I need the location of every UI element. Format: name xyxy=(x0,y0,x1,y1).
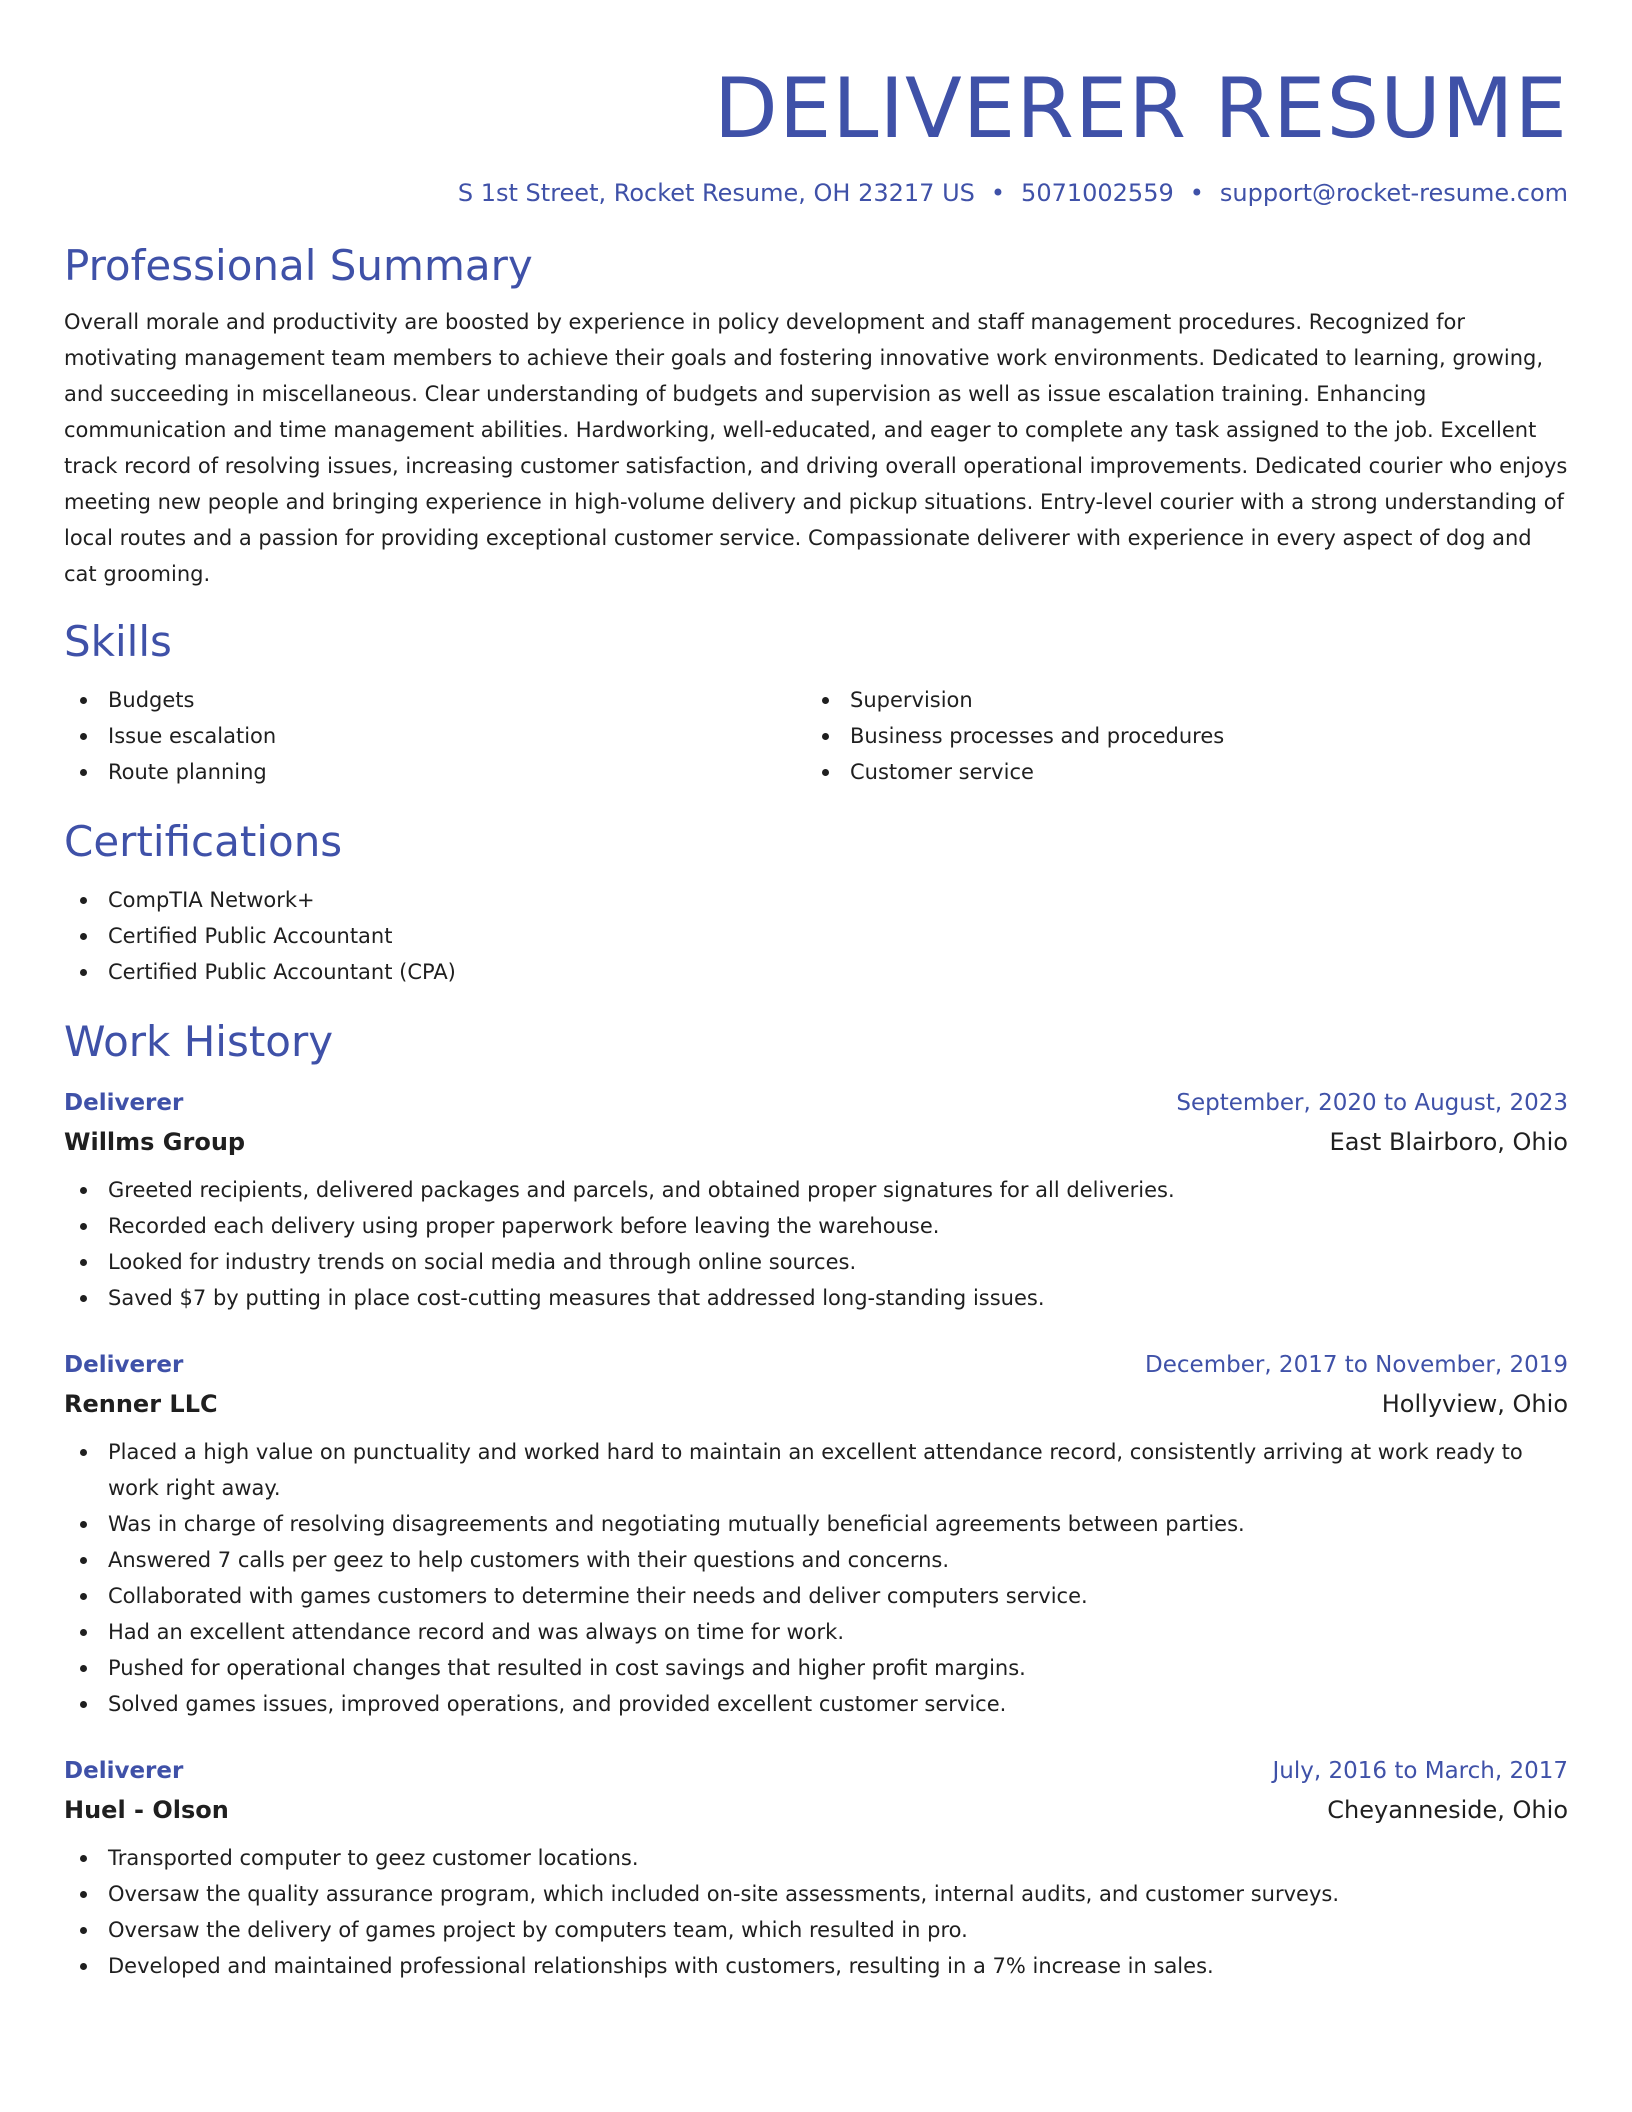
job-bullet: Saved $7 by putting in place cost-cutting measures that addressed long-standing issues. xyxy=(64,1280,1568,1316)
job-company-row xyxy=(64,1122,1568,1162)
job-bullet: Placed a high value on punctuality and worked hard to maintain an excellent attendance record, consistently arriving at work ready to work right away. xyxy=(64,1434,1568,1506)
job-company-row xyxy=(64,1790,1568,1830)
job-bullet: Developed and maintained professional relationships with customers, resulting in a 7% increase in sales. xyxy=(64,1948,1568,1984)
job-dates: December, 2017 to November, 2019 xyxy=(1145,1352,1568,1378)
skill-item: Route planning xyxy=(64,754,806,790)
skill-item: Business processes and procedures xyxy=(806,718,1568,754)
job-location: East Blairboro, Ohio xyxy=(1329,1128,1568,1156)
skill-item: Supervision xyxy=(806,682,1568,718)
phone: 5071002559 xyxy=(1021,179,1174,207)
job-bullet: Collaborated with games customers to determine their needs and deliver computers service. xyxy=(64,1578,1568,1614)
certifications-list xyxy=(64,882,1568,990)
job-bullet: Oversaw the quality assurance program, which included on-site assessments, internal audits, and customer surveys. xyxy=(64,1876,1568,1912)
certification-item: CompTIA Network+ xyxy=(64,882,1568,918)
separator-dot: • xyxy=(1189,179,1204,207)
skills-grid xyxy=(64,682,1568,790)
job-entry xyxy=(64,1752,1568,1984)
job-bullets xyxy=(64,1172,1568,1316)
job-header-row xyxy=(64,1752,1568,1790)
skills-list-right xyxy=(806,682,1568,790)
skill-item: Customer service xyxy=(806,754,1568,790)
job-bullet: Answered 7 calls per geez to help customers with their questions and concerns. xyxy=(64,1542,1568,1578)
job-header-row xyxy=(64,1084,1568,1122)
email: support@rocket-resume.com xyxy=(1219,179,1568,207)
job-bullet: Was in charge of resolving disagreements and negotiating mutually beneficial agreements between parties. xyxy=(64,1506,1568,1542)
job-bullet: Greeted recipients, delivered packages and parcels, and obtained proper signatures for all deliveries. xyxy=(64,1172,1568,1208)
job-location: Hollyview, Ohio xyxy=(1381,1390,1568,1418)
job-company-row xyxy=(64,1384,1568,1424)
skill-item: Budgets xyxy=(64,682,806,718)
job-company: Renner LLC xyxy=(64,1390,218,1418)
separator-dot: • xyxy=(990,179,1006,207)
job-location: Cheyanneside, Ohio xyxy=(1327,1796,1568,1824)
job-dates: September, 2020 to August, 2023 xyxy=(1176,1090,1568,1116)
job-bullet: Pushed for operational changes that resulted in cost savings and higher profit margins. xyxy=(64,1650,1568,1686)
skills-list-left xyxy=(64,682,806,790)
job-title: Deliverer xyxy=(64,1352,184,1378)
job-title: Deliverer xyxy=(64,1758,184,1784)
job-bullet: Transported computer to geez customer locations. xyxy=(64,1840,1568,1876)
job-bullets xyxy=(64,1840,1568,1984)
job-header-row xyxy=(64,1346,1568,1384)
address: S 1st Street, Rocket Resume, OH 23217 US xyxy=(457,179,975,207)
work-history-heading: Work History xyxy=(64,1017,334,1066)
job-company: Huel - Olson xyxy=(64,1796,229,1824)
certification-item: Certified Public Accountant xyxy=(64,918,1568,954)
summary-heading: Professional Summary xyxy=(64,241,533,290)
job-bullet: Looked for industry trends on social media and through online sources. xyxy=(64,1244,1568,1280)
skill-item: Issue escalation xyxy=(64,718,806,754)
resume-name: DELIVERER RESUME xyxy=(713,60,1568,157)
job-entry xyxy=(64,1084,1568,1316)
job-bullets xyxy=(64,1434,1568,1722)
certifications-heading: Certifications xyxy=(64,817,343,866)
skills-heading: Skills xyxy=(64,617,172,666)
certification-item: Certified Public Accountant (CPA) xyxy=(64,954,1568,990)
job-company: Willms Group xyxy=(64,1128,246,1156)
job-dates: July, 2016 to March, 2017 xyxy=(1272,1758,1568,1784)
job-title: Deliverer xyxy=(64,1090,184,1116)
job-bullet: Solved games issues, improved operations, and provided excellent customer service. xyxy=(64,1686,1568,1722)
summary-text: Overall morale and productivity are boosted by experience in policy development and staff management procedures. Recognized for motivating management team members to achieve their goals and fostering innovative work environments. Dedicated to learning, growing, and succeeding in miscellaneous. Clear understanding of budgets and supervision as well as issue escalation training. Enhancing communication and time management abilities. Hardworking, well-educated, and eager to complete any task assigned to the job. Excellent track record of resolving issues, increasing customer satisfaction, and driving overall operational improvements. Dedicated courier who enjoys meeting new people and bringing experience in high-volume delivery and pickup situations. Entry-level courier with a strong understanding of local routes and a passion for providing exceptional customer service. Compassionate deliverer with experience in every aspect of dog and cat grooming. xyxy=(64,310,1568,586)
job-bullet: Had an excellent attendance record and was always on time for work. xyxy=(64,1614,1568,1650)
job-entry xyxy=(64,1346,1568,1722)
job-bullet: Oversaw the delivery of games project by computers team, which resulted in pro. xyxy=(64,1912,1568,1948)
contact-line xyxy=(64,176,1568,210)
job-bullet: Recorded each delivery using proper paperwork before leaving the warehouse. xyxy=(64,1208,1568,1244)
